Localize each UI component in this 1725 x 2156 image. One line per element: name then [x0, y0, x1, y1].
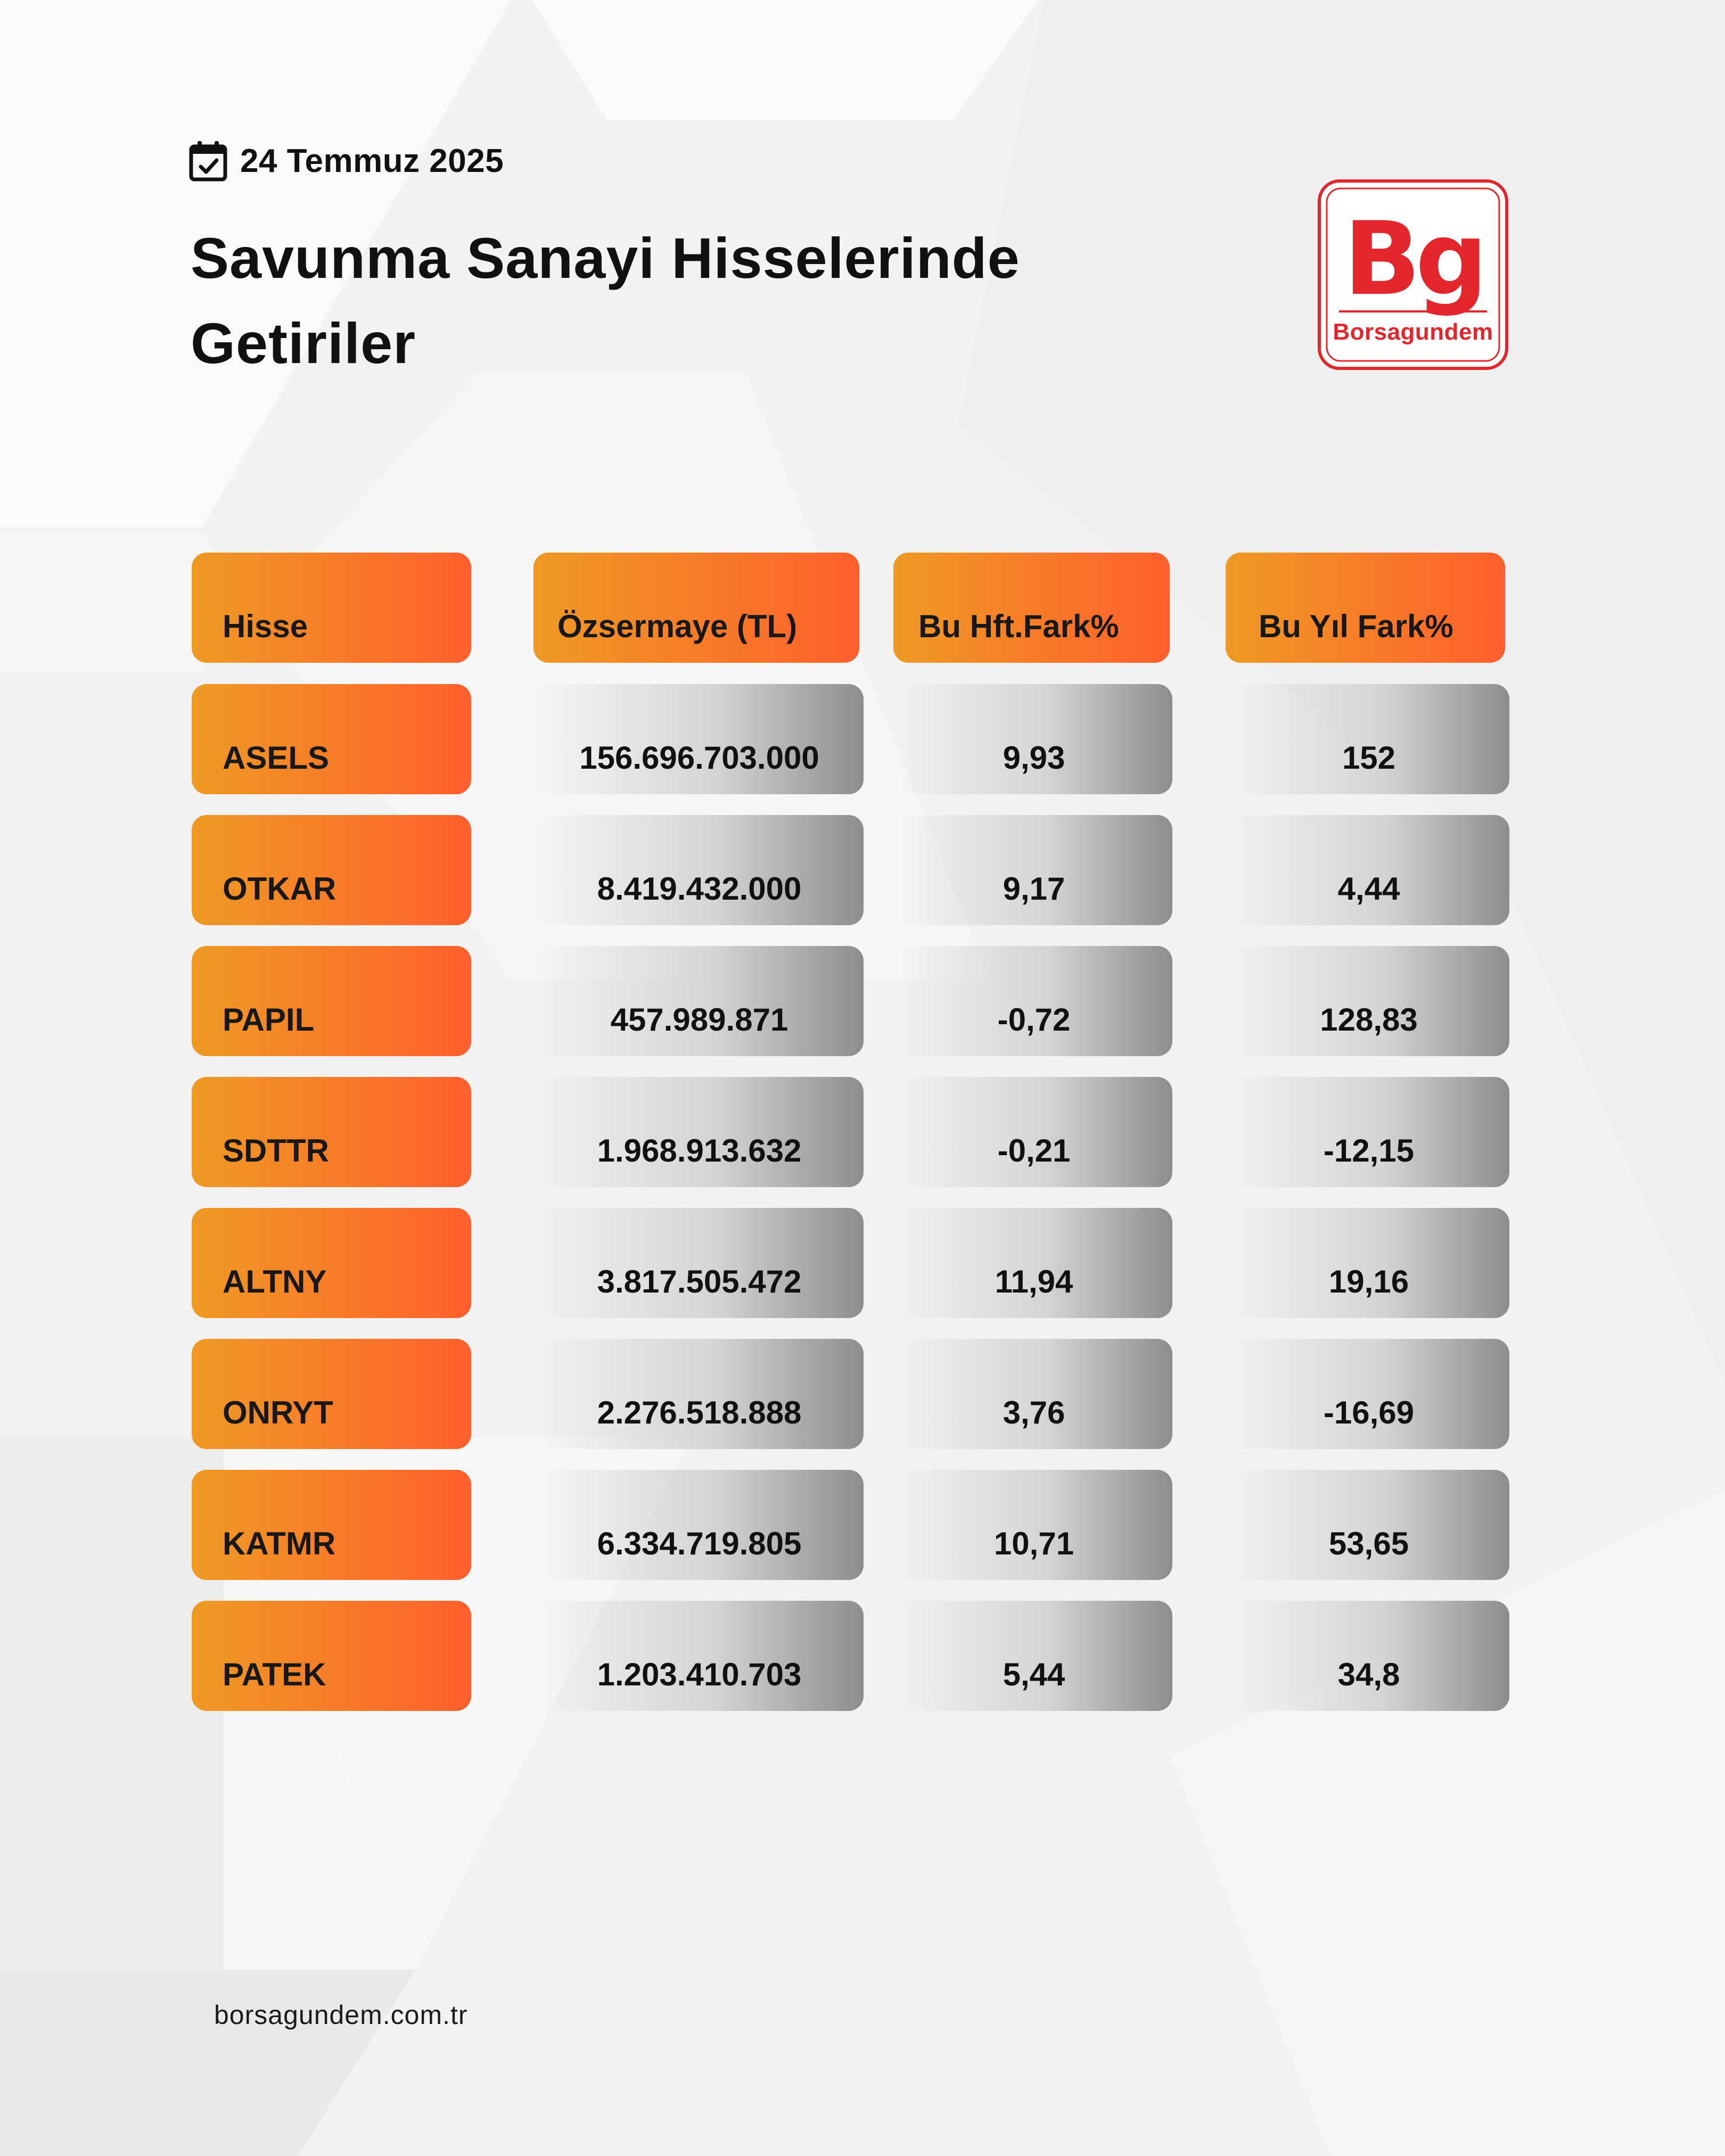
header-ozsermaye: Özsermaye (TL) [533, 553, 859, 663]
table-row-weekly: -0,72 [896, 946, 1172, 1056]
table-row-weekly: 11,94 [896, 1208, 1172, 1318]
table-row-yearly: -16,69 [1228, 1339, 1509, 1449]
table-row-weekly: -0,21 [896, 1077, 1172, 1187]
date-row [189, 139, 504, 182]
header-yearly-change: Bu Yıl Fark% [1226, 553, 1505, 663]
table-row-ticker: ASELS [192, 684, 471, 794]
table-row-equity: 6.334.719.805 [535, 1470, 864, 1580]
table-row-equity: 3.817.505.472 [535, 1208, 864, 1318]
table-row-equity: 2.276.518.888 [535, 1339, 864, 1449]
table-row-ticker: PATEK [192, 1601, 471, 1711]
table-row-ticker: KATMR [192, 1470, 471, 1580]
date-label: 24 Temmuz 2025 [240, 142, 504, 179]
table-row-equity: 8.419.432.000 [535, 815, 864, 925]
table-row-weekly: 5,44 [896, 1601, 1172, 1711]
table-row-equity: 457.989.871 [535, 946, 864, 1056]
table-row-yearly: 34,8 [1228, 1601, 1509, 1711]
calendar-icon [189, 140, 227, 182]
table-row-equity: 156.696.703.000 [535, 684, 864, 794]
table-row-yearly: 19,16 [1228, 1208, 1509, 1318]
table-row-equity: 1.203.410.703 [535, 1601, 864, 1711]
table-row-yearly: 128,83 [1228, 946, 1509, 1056]
table-row-weekly: 10,71 [896, 1470, 1172, 1580]
table-row-ticker: OTKAR [192, 815, 471, 925]
table-row-ticker: SDTTR [192, 1077, 471, 1187]
table-row-yearly: 152 [1228, 684, 1509, 794]
table-row-ticker: ONRYT [192, 1339, 471, 1449]
page-title: Savunma Sanayi Hisselerinde Getiriler [191, 226, 1020, 375]
logo-wordmark: Borsagundem [1333, 319, 1493, 345]
table-row-yearly: 53,65 [1228, 1470, 1509, 1580]
table-row-weekly: 9,93 [896, 684, 1172, 794]
table-row-yearly: 4,44 [1228, 815, 1509, 925]
logo-mark: Bg [1343, 200, 1483, 318]
header-hisse: Hisse [192, 553, 471, 663]
table-row-yearly: -12,15 [1228, 1077, 1509, 1187]
table-row-ticker: PAPIL [192, 946, 471, 1056]
header-weekly-change: Bu Hft.Fark% [893, 553, 1170, 663]
footer-website: borsagundem.com.tr [214, 2000, 468, 2030]
table-row-weekly: 9,17 [896, 815, 1172, 925]
brand-logo [1318, 179, 1508, 370]
table-row-weekly: 3,76 [896, 1339, 1172, 1449]
table-row-ticker: ALTNY [192, 1208, 471, 1318]
table-row-equity: 1.968.913.632 [535, 1077, 864, 1187]
